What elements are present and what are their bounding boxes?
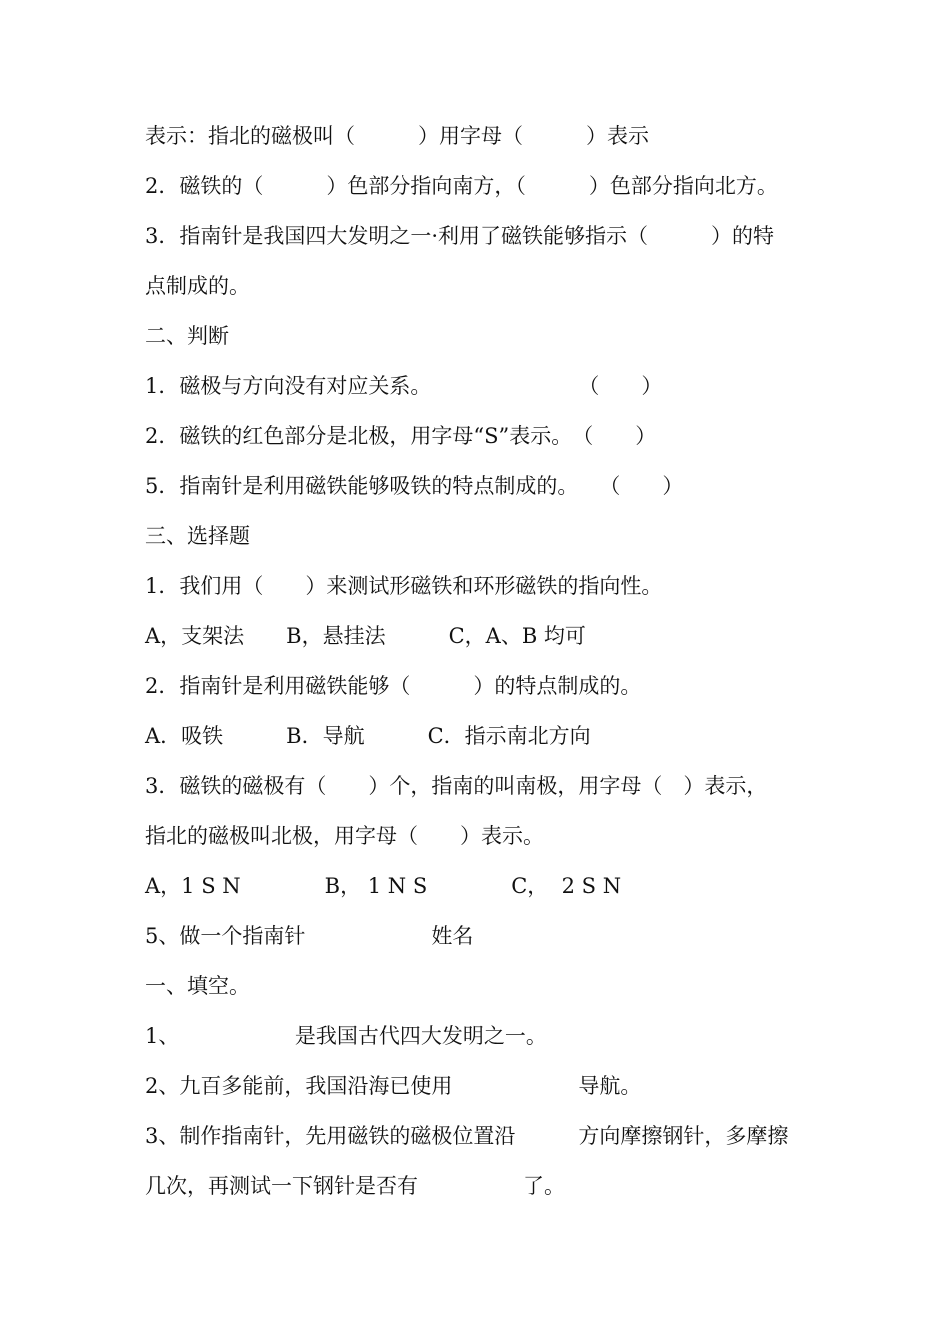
choice-question-1: 1．我们用（ ）来测试形磁铁和环形磁铁的指向性。 — [145, 574, 663, 598]
section-heading-multiple-choice: 三、选择题 — [145, 524, 250, 548]
choice-question-2: 2．指南针是利用磁铁能够（ ）的特点制成的。 — [145, 674, 642, 698]
section-heading-fill-blank: 一、填空。 — [145, 974, 250, 998]
lesson-title-make-compass: 5、做一个指南针 姓名 — [145, 924, 474, 948]
fill-blank-question-1: 1、 是我国古代四大发明之一。 — [145, 1024, 547, 1048]
fill-blank-question-2: 2、九百多能前，我国沿海已使用 导航。 — [145, 1074, 642, 1098]
fill-blank-question-3: 3、制作指南针，先用磁铁的磁极位置沿 方向摩擦钢针，多摩擦 — [145, 1124, 789, 1148]
judgement-question-5: 5．指南针是利用磁铁能够吸铁的特点制成的。 （ ） — [145, 474, 684, 498]
section-heading-judgement: 二、判断 — [145, 324, 229, 348]
text-line-continuation: 点制成的。 — [145, 274, 250, 298]
fill-blank-question-3-continuation: 几次，再测试一下钢针是否有 了。 — [145, 1174, 565, 1198]
text-line-fill-blank-compass: 3．指南针是我国四大发明之一·利用了磁铁能够指示（ ）的特 — [145, 224, 775, 248]
text-line-fill-blank-colors: 2．磁铁的（ ）色部分指向南方，（ ）色部分指向北方。 — [145, 174, 778, 198]
choice-question-3: 3．磁铁的磁极有（ ）个，指南的叫南极，用字母（ ）表示， — [145, 774, 768, 798]
judgement-question-2: 2．磁铁的红色部分是北极，用字母“S”表示。 （ ） — [145, 424, 657, 448]
choice-question-3-options: A，1 S N B， 1 N S C， 2 S N — [145, 874, 622, 898]
choice-question-3-continuation: 指北的磁极叫北极，用字母（ ）表示。 — [145, 824, 544, 848]
judgement-question-1: 1．磁极与方向没有对应关系。 （ ） — [145, 374, 663, 398]
choice-question-2-options: A．吸铁 B．导航 C．指示南北方向 — [145, 724, 591, 748]
choice-question-1-options: A，支架法 B，悬挂法 C，A、B 均可 — [145, 624, 586, 648]
text-line-fill-blank-north-pole: 表示：指北的磁极叫（ ）用字母（ ）表示 — [145, 124, 649, 148]
